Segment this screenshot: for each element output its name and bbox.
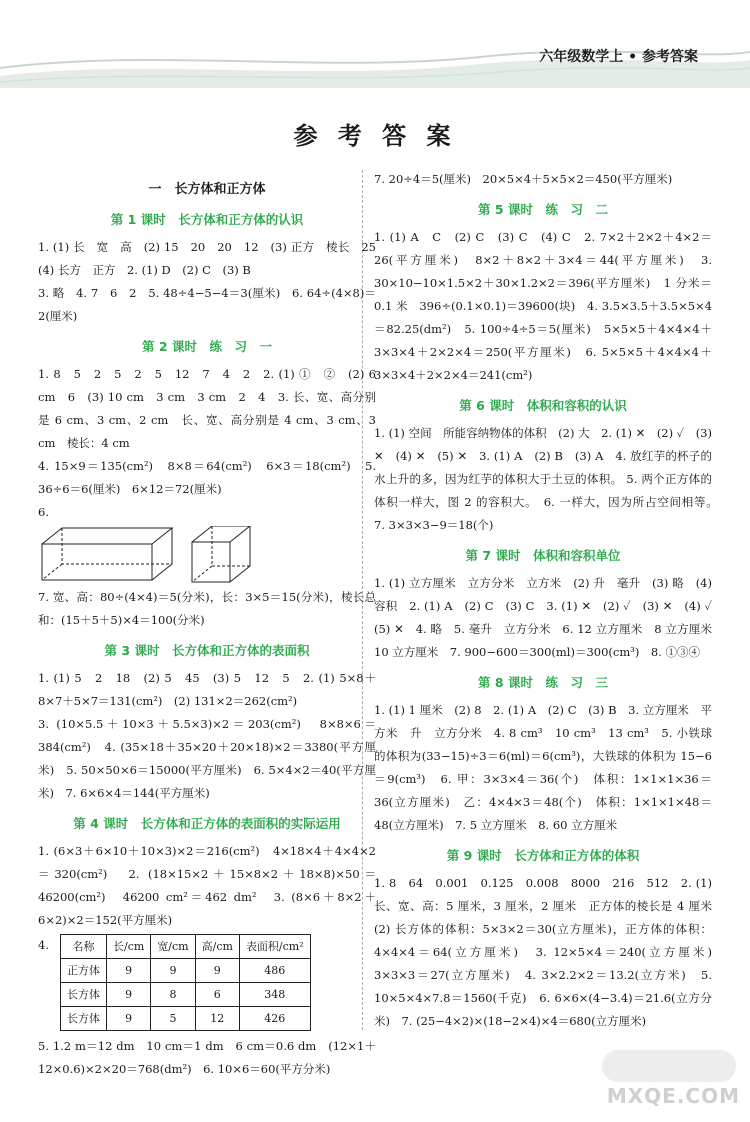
lesson-8-title: 第 8 课时 练 习 三 xyxy=(478,675,608,690)
table-row xyxy=(61,983,311,1007)
table-header: 宽/cm xyxy=(151,935,195,959)
table-cell: 348 xyxy=(239,983,310,1007)
left-column xyxy=(38,172,388,1081)
table-cell: 486 xyxy=(239,959,310,983)
table-header-row xyxy=(61,935,311,959)
lesson-4-answers-b: 5. 1.2 m＝12 dm 10 cm＝1 dm 6 cm＝0.6 dm (12×1＋12×0.6)×2×20＝768(dm²) 6. 10×6＝60(平方分米) xyxy=(38,1039,376,1076)
table-cell: 9 xyxy=(195,959,239,983)
lesson-3-answers-b: 3. (10×5.5＋10×3＋5.5×3)×2＝203(cm²) 8×8×6＝384(cm²) 4. (35×18＋35×20＋20×18)×2＝3380(平方厘米) 5. 50×50×6＝15000(平方厘米) 6. 5×4×2＝40(平方厘米) 7. 6×6×4＝144(平方厘米) xyxy=(38,717,376,800)
lesson-2-q6-label: 6. xyxy=(38,505,49,519)
lesson-4-answers-a: 1. (6×3＋6×10＋10×3)×2＝216(cm²) 4×18×4＋4×4×2＝320(cm²) 2. (18×15×2＋15×8×2＋18×8)×50＝46200(cm²) 46200 cm²＝462 dm² 3. (8×6＋8×2＋6×2)×2＝152(平方厘米) xyxy=(38,844,376,927)
lesson-3-title: 第 3 课时 长方体和正方体的表面积 xyxy=(104,643,310,658)
table-header: 名称 xyxy=(61,935,107,959)
table-cell: 长方体 xyxy=(61,1007,107,1031)
lesson-5-answers: 1. (1) A C (2) C (3) C (4) C 2. 7×2＋2×2＋4×2＝26(平方厘米) 8×2＋8×2＋3×4＝44(平方厘米) 3. 30×10−10×1.5×2＋30×1.2×2＝396(平方厘米) 1 分米＝0.1 米 396÷(0.1×0.1)＝39600(块) 4. 3.5×3.5＋3.5×5×4＝82.25(dm²) 5. 100÷4÷5＝5(厘米) 5×5×5＋4×4×4＋3×3×4＋2×2×4＝250(平方厘米) 6. 5×5×5＋4×4×4＋3×3×4＋2×2×4＝241(cm²) xyxy=(374,230,712,382)
table-cell: 426 xyxy=(239,1007,310,1031)
cuboid-drawings xyxy=(38,526,338,584)
table-cell: 正方体 xyxy=(61,959,107,983)
lesson-6-answers: 1. (1) 空间 所能容纳物体的体积 (2) 大 2. (1) ✕ (2) ✓ (3) ✕ (4) ✕ (5) ✕ 3. (1) A (2) B (3) A 4. 放红芋的杯子的水上升的多，因为红芋的体积大于土豆的体积。 5. 两个正方体的体积一样大，图 2 的容积大。 6. 一样大，因为所占空间相等。 7. 3×3×3−9＝18(个) xyxy=(374,426,724,532)
table-row xyxy=(61,1007,311,1031)
header-title: 六年级数学上 • 参考答案 xyxy=(539,49,698,65)
page-title: 参 考 答 案 xyxy=(293,121,457,150)
lesson-4-table-block xyxy=(38,934,376,1031)
lesson-1-answers-a: 1. (1) 长 宽 高 (2) 15 20 20 12 (3) 正方 棱长 25 (4) 长方 正方 2. (1) D (2) C (3) B xyxy=(38,240,388,277)
watermark-text: MXQE.COM xyxy=(606,1084,740,1108)
table-cell: 长方体 xyxy=(61,983,107,1007)
table-cell: 6 xyxy=(195,983,239,1007)
lesson-6-title: 第 6 课时 体积和容积的认识 xyxy=(459,398,627,413)
lesson-7-answers: 1. (1) 立方厘米 立方分米 立方米 (2) 升 毫升 (3) 略 (4) 容积 2. (1) A (2) C (3) C 3. (1) ✕ (2) ✓ (3) ✕ (4) ✓ (5) ✕ 4. 略 5. 毫升 立方分米 6. 12 立方厘米 8 立方厘米 10 立方厘米 7. 900−600＝300(ml)＝300(cm³) 8. ①③④ xyxy=(374,576,724,659)
table-cell: 9 xyxy=(151,959,195,983)
table-cell: 9 xyxy=(107,1007,151,1031)
lesson-7-title: 第 7 课时 体积和容积单位 xyxy=(465,548,621,563)
chapter-title: 一 长方体和正方体 xyxy=(148,182,266,197)
lesson-2-answers-b: 4. 15×9＝135(cm²) 8×8＝64(cm²) 6×3＝18(cm²) 5. 36÷6＝6(厘米) 6×12＝72(厘米) xyxy=(38,459,376,496)
table-cell: 5 xyxy=(151,1007,195,1031)
lesson-2-title: 第 2 课时 练 习 一 xyxy=(142,339,272,354)
lesson-2-answers-c: 7. 宽、高：80÷(4×4)＝5(分米)，长：3×5＝15(分米)，棱长总和：(15＋5＋5)×4＝100(分米) xyxy=(38,590,376,627)
table-header: 高/cm xyxy=(195,935,239,959)
lesson-9-answers: 1. 8 64 0.001 0.125 0.008 8000 216 512 2. (1) 长、宽、高：5 厘米，3 厘米，2 厘米 正方体的棱长是 4 厘米 (2) 长方体的体积：5×3×2＝30(立方厘米)，正方体的体积：4×4×4＝64(立方厘米) 3. 12×5×4＝240(立方厘米) 3×3×3＝27(立方厘米) 4. 3×2.2×2＝13.2(立方米) 5. 10×5×4×7.8＝1560(千克) 6. 6×6×(4−3.4)＝21.6(立方分米) 7. (25−4×2)×(18−2×4)×4＝680(立方厘米) xyxy=(374,876,724,1028)
table-cell: 9 xyxy=(107,959,151,983)
table-header: 表面积/cm² xyxy=(239,935,310,959)
table-header: 长/cm xyxy=(107,935,151,959)
lesson-2-answers-a: 1. 8 5 2 5 2 5 12 7 4 2 2. (1) ① ② (2) 6 cm 6 (3) 10 cm 3 cm 3 cm 2 4 3. 长、宽、高分别是 6 cm、3 cm、2 cm 长、宽、高分别是 4 cm、3 cm、3 cm 棱长：4 cm xyxy=(38,367,376,450)
lesson-4-answers-c: 7. 20÷4＝5(厘米) 20×5×4＋5×5×2＝450(平方厘米) xyxy=(374,172,673,186)
cuboid-figures xyxy=(38,526,376,584)
lesson-5-title: 第 5 课时 练 习 二 xyxy=(478,202,608,217)
lesson-3-answers-a: 1. (1) 5 2 18 (2) 5 45 (3) 5 12 5 2. (1) 5×8＋8×7＋5×7＝131(cm²) (2) 131×2＝262(cm²) xyxy=(38,671,376,708)
table-cell: 8 xyxy=(151,983,195,1007)
lesson-4-q4-label: 4. xyxy=(38,938,49,952)
lesson-1-title: 第 1 课时 长方体和正方体的认识 xyxy=(110,212,304,227)
surface-area-table xyxy=(60,934,311,1031)
lesson-4-title: 第 4 课时 长方体和正方体的表面积的实际运用 xyxy=(73,816,341,831)
table-cell: 9 xyxy=(107,983,151,1007)
lesson-1-answers-b: 3. 略 4. 7 6 2 5. 48÷4−5−4＝3(厘米) 6. 64÷(4×8)＝2(厘米) xyxy=(38,286,376,323)
right-column xyxy=(374,168,724,1033)
table-row xyxy=(61,959,311,983)
table-cell: 12 xyxy=(195,1007,239,1031)
lesson-8-answers: 1. (1) 1 厘米 (2) 8 2. (1) A (2) C (3) B 3. 立方厘米 平方米 升 立方分米 4. 8 cm³ 10 cm³ 13 cm³ 5. 小铁球的体积为(33−15)÷3＝6(ml)＝6(cm³)，大铁球的体积为 15−6＝9(cm³) 6. 甲：3×3×4＝36(个) 体积：1×1×1×36＝36(立方厘米) 乙：4×4×3＝48(个) 体积：1×1×1×48＝48(立方厘米) 7. 5 立方厘米 8. 60 立方厘米 xyxy=(374,703,712,832)
lesson-9-title: 第 9 课时 长方体和正方体的体积 xyxy=(446,848,640,863)
